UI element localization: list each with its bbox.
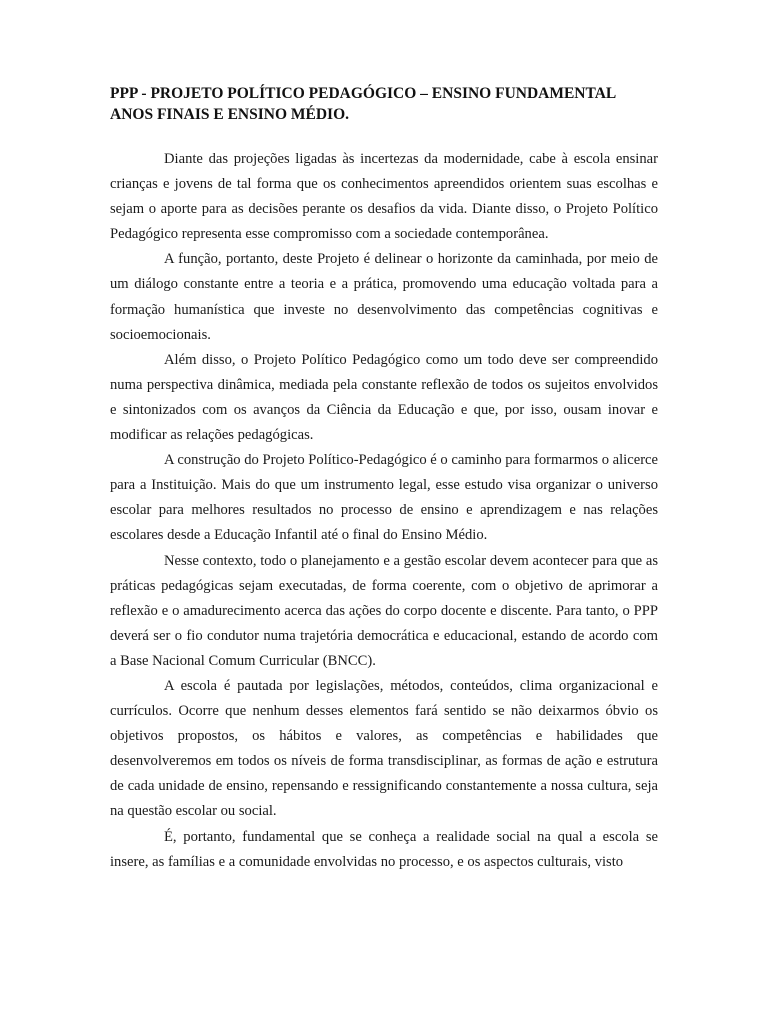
document-body: [110, 147, 658, 875]
paragraph-4: A construção do Projeto Político-Pedagógico é o caminho para formarmos o alicerce para a Instituição. Mais do que um instrumento legal, esse estudo visa organizar o universo escolar para melhores resultados no processo de ensino e aprendizagem e nas relações escolares desde a Educação Infantil até o final do Ensino Médio.: [110, 452, 659, 544]
paragraph-2: A função, portanto, deste Projeto é delinear o horizonte da caminhada, por meio de um diálogo constante entre a teoria e a prática, promovendo uma educação voltada para a formação humanística que investe no desenvolvimento das competências cognitivas e socioemocionais.: [110, 251, 658, 343]
paragraph-3: Além disso, o Projeto Político Pedagógico como um todo deve ser compreendido numa perspectiva dinâmica, mediada pela constante reflexão de todos os sujeitos envolvidos e sintonizados com os avanços da Ciência da Educação e que, por isso, ousam inovar e modificar as relações pedagógicas.: [110, 351, 658, 444]
paragraph-6: A escola é pautada por legislações, métodos, conteúdos, clima organizacional e currículos. Ocorre que nenhum desses elementos fará sentido se não deixarmos óbvio os objetivos propostos, os hábitos e valores, as competências e habilidades que desenvolveremos em todos os níveis de forma transdisciplinar, as formas de ação e estrutura de cada unidade de ensino, repensando e ressignificando constantemente a nossa cultura, seja na questão escolar ou social.: [110, 677, 658, 820]
paragraph-1: Diante das projeções ligadas às incertezas da modernidade, cabe à escola ensinar crianças e jovens de tal forma que os conhecimentos apreendidos orientem suas escolhas e sejam o aporte para as decisões perante os desafios da vida. Diante disso, o Projeto Político Pedagógico representa esse compromisso com a sociedade contemporânea.: [110, 151, 658, 243]
paragraph-5: Nesse contexto, todo o planejamento e a gestão escolar devem acontecer para que as práticas pedagógicas sejam executadas, de forma coerente, com o objetivo de aprimorar a reflexão e o amadurecimento acerca das ações do corpo docente e discente. Para tanto, o PPP deverá ser o fio condutor numa trajetória democrática e educacional, estando de acordo com a Base Nacional Comum Curricular (BNCC).: [110, 552, 658, 669]
document-title: [110, 83, 670, 125]
paragraph-7: É, portanto, fundamental que se conheça a realidade social na qual a escola se insere, as famílias e a comunidade envolvidas no processo, e os aspectos culturais, visto: [110, 828, 658, 870]
title-line-2: ANOS FINAIS E ENSINO MÉDIO.: [110, 106, 350, 123]
title-line-1: PPP - PROJETO POLÍTICO PEDAGÓGICO – ENSINO FUNDAMENTAL: [110, 85, 617, 102]
